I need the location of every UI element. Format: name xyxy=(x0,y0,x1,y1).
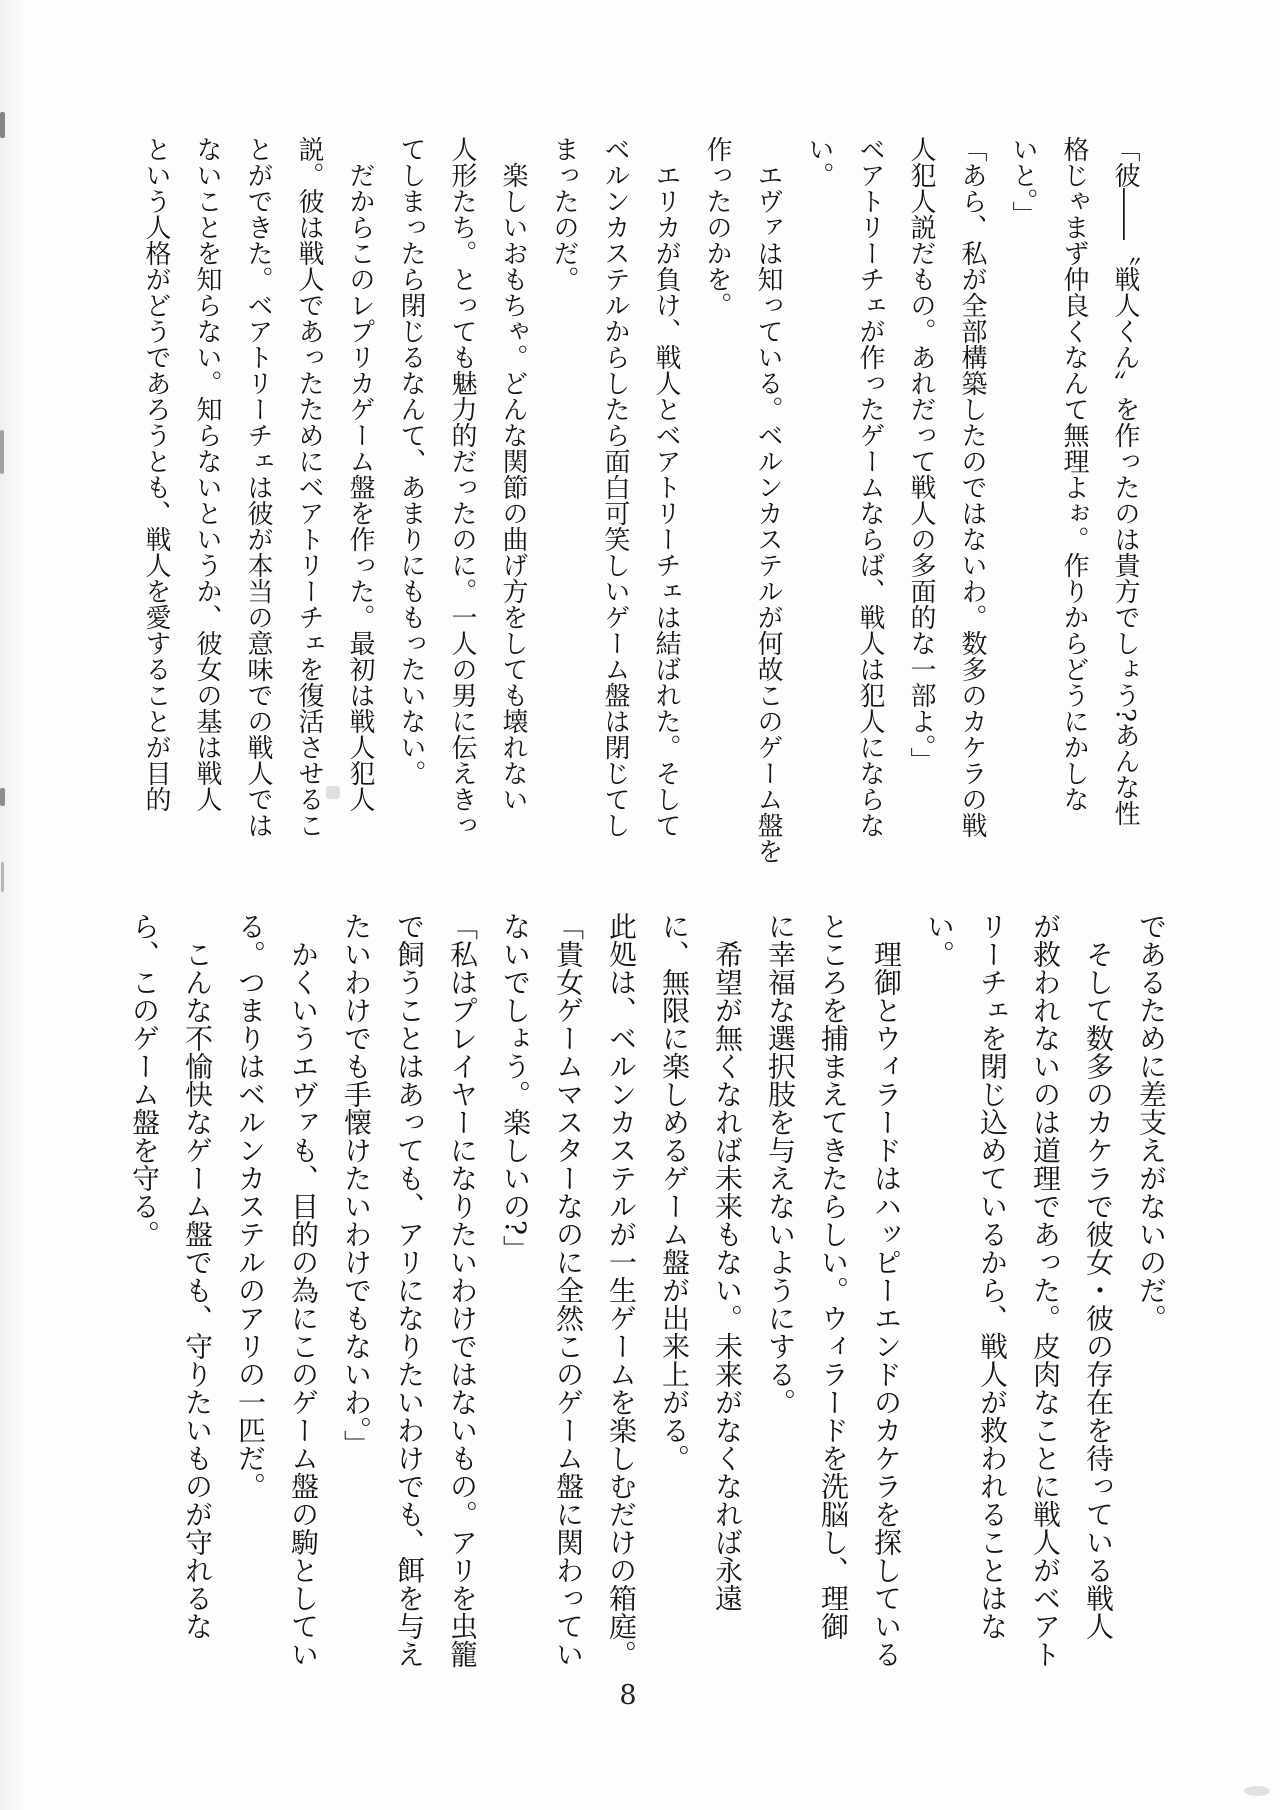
text-column: 「彼――〝戦人くん〟を作ったのは貴方でしょう?あんな性 xyxy=(1110,136,1140,826)
text-column: ら、このゲーム盤を守る。 xyxy=(128,912,161,1248)
text-column: 理御とウィラードはハッピーエンドのカケラを探している xyxy=(870,940,903,1668)
text-column: そして数多のカケラで彼女・彼の存在を待っている戦人 xyxy=(1082,940,1115,1640)
text-column: 格じゃまず仲良くなんて無理よぉ。作りからどうにかしな xyxy=(1059,136,1089,812)
page-number: 8 xyxy=(619,1680,637,1711)
text-column: エリカが負け、戦人とベアトリーチェは結ばれた。そして xyxy=(651,162,681,838)
text-column: 作ったのかを。 xyxy=(702,136,732,318)
text-column: リーチェを閉じ込めているから、戦人が救われることはな xyxy=(976,912,1009,1640)
text-column: に幸福な選択肢を与えないようにする。 xyxy=(764,912,797,1416)
text-column: に、無限に楽しめるゲーム盤が出来上がる。 xyxy=(658,912,691,1472)
text-column: 希望が無くなれば未来もない。未来がなくなれば永遠 xyxy=(711,940,744,1612)
scan-artifact xyxy=(0,430,4,474)
text-column: であるために差支えがないのだ。 xyxy=(1135,912,1168,1332)
text-column: 「私はプレイヤーになりたいわけではないもの。アリを虫籠 xyxy=(446,912,479,1668)
text-column: とができた。ベアトリーチェは彼が本当の意味での戦人では xyxy=(243,136,273,838)
text-column: てしまったら閉じるなんて、あまりにももったいない。 xyxy=(396,136,426,786)
scan-artifact xyxy=(0,788,5,806)
text-column: が救われないのは道理であった。皮肉なことに戦人がベアト xyxy=(1029,912,1062,1668)
text-column: こんな不愉快なゲーム盤でも、守りたいものが守れるな xyxy=(181,940,214,1640)
text-column: という人格がどうであろうとも、戦人を愛することが目的 xyxy=(141,136,171,812)
text-column: で飼うことはあっても、アリになりたいわけでも、餌を与え xyxy=(393,912,426,1668)
text-column: かくいうエヴァも、目的の為にこのゲーム盤の駒としてい xyxy=(287,940,320,1668)
text-column: 「あら、私が全部構築したのではないわ。数多のカケラの戦 xyxy=(957,136,987,838)
text-column: ないことを知らない。知らないというか、彼女の基は戦人 xyxy=(192,136,222,812)
text-column: だからこのレプリカゲーム盤を作った。最初は戦人犯人 xyxy=(345,162,375,812)
text-column: ないでしょう。楽しいの?」 xyxy=(499,912,532,1264)
text-column: ベルンカステルからしたら面白可笑しいゲーム盤は閉じてし xyxy=(600,136,630,838)
text-column: 「貴女ゲームマスターなのに全然このゲーム盤に関わってい xyxy=(552,912,585,1668)
text-column: 此処は、ベルンカステルが一生ゲームを楽しむだけの箱庭。 xyxy=(605,912,638,1668)
text-column: エヴァは知っている。ベルンカステルが何故このゲーム盤を xyxy=(753,162,783,864)
scan-artifact xyxy=(1,862,4,892)
text-block-bottom xyxy=(118,912,1178,1712)
text-column: い。 xyxy=(804,136,834,188)
text-block-top xyxy=(130,136,1150,881)
text-column: 人犯人説だもの。あれだって戦人の多面的な一部よ。」 xyxy=(906,136,936,773)
text-column: ところを捕まえてきたらしい。ウィラードを洗脳し、理御 xyxy=(817,912,850,1640)
text-column: 説。彼は戦人であったためにベアトリーチェを復活させるこ xyxy=(294,136,324,838)
text-column: い。 xyxy=(923,912,956,968)
text-column: 人形たち。とっても魅力的だったのに。一人の男に伝えきっ xyxy=(447,136,477,838)
scan-artifact xyxy=(0,112,5,138)
scan-artifact xyxy=(1244,1786,1270,1796)
text-column: たいわけでも手懐けたいわけでもないわ。」 xyxy=(340,912,373,1458)
text-column: 楽しいおもちゃ。どんな関節の曲げ方をしても壊れない xyxy=(498,162,528,812)
text-column: まったのだ。 xyxy=(549,136,579,292)
text-column: いと。」 xyxy=(1008,136,1038,227)
text-column: ベアトリーチェが作ったゲームならば、戦人は犯人にならな xyxy=(855,136,885,838)
text-column: る。つまりはベルンカステルのアリの一匹だ。 xyxy=(234,912,267,1500)
